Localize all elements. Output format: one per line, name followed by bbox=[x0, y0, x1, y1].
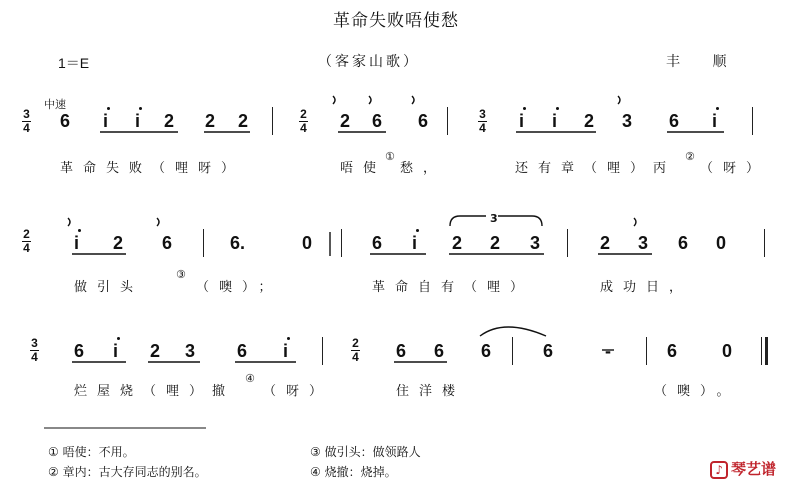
note: i bbox=[519, 111, 525, 131]
time-signature: 2 4 bbox=[23, 227, 30, 255]
tempo-marking: 中速 bbox=[44, 98, 66, 111]
note: i bbox=[412, 233, 418, 253]
note: 0 bbox=[302, 233, 313, 253]
note: 2 bbox=[238, 111, 249, 131]
note: i bbox=[135, 111, 141, 131]
lyric-line: 革命失败（哩呀） bbox=[60, 161, 245, 176]
lyric-line: 还有章（哩）丙 bbox=[515, 161, 677, 176]
note: i bbox=[74, 233, 80, 253]
note: 6 bbox=[481, 341, 492, 361]
note: - bbox=[605, 341, 611, 361]
lyric-line: 烂屋烧（哩）撤 bbox=[74, 384, 236, 399]
note: 6 bbox=[372, 111, 383, 131]
note: 3 bbox=[530, 233, 541, 253]
note: 6 bbox=[669, 111, 680, 131]
footnote-marker: ④ bbox=[245, 372, 255, 385]
footnote-3: ③ 做引头：做领路人 bbox=[310, 445, 421, 459]
note: 6 bbox=[667, 341, 678, 361]
note: i bbox=[113, 341, 119, 361]
note: 6 bbox=[418, 111, 429, 131]
lyric-line: （呀） bbox=[263, 384, 333, 399]
note: 2 bbox=[113, 233, 124, 253]
footnote-4: ④ 烧撤：烧掉。 bbox=[310, 465, 397, 479]
note: i bbox=[283, 341, 289, 361]
triplet-marker: 3 bbox=[490, 212, 498, 225]
note: 0 bbox=[722, 341, 733, 361]
lyric-line: （呀） bbox=[700, 161, 770, 176]
lyric-line: 成功日， bbox=[600, 280, 693, 295]
lyric-line: （噢）； bbox=[196, 280, 282, 295]
note: 6 bbox=[162, 233, 173, 253]
lyric-line: （噢）。 bbox=[654, 384, 740, 399]
time-signature: 2 4 bbox=[300, 107, 307, 135]
note: 6 bbox=[434, 341, 445, 361]
note: 6 bbox=[74, 341, 85, 361]
time-signature: 3 4 bbox=[23, 107, 30, 135]
watermark-logo: ♪ 琴艺谱 bbox=[710, 458, 776, 479]
note: 2 bbox=[150, 341, 161, 361]
lyric-line: 愁， bbox=[400, 161, 447, 176]
note: 6 bbox=[60, 111, 71, 131]
lyric-line: 住洋楼 bbox=[396, 384, 466, 399]
note: 3 bbox=[185, 341, 196, 361]
lyric-line: 做引头 bbox=[74, 280, 144, 295]
note: i bbox=[712, 111, 718, 131]
note: i bbox=[103, 111, 109, 131]
genre-label: （客家山歌） bbox=[318, 54, 420, 70]
time-signature: 2 4 bbox=[352, 336, 359, 364]
time-signature: 3 4 bbox=[31, 336, 38, 364]
note: 6 bbox=[543, 341, 554, 361]
footnote-marker: ③ bbox=[176, 268, 186, 281]
time-signature: 3 4 bbox=[479, 107, 486, 135]
note: 6 bbox=[396, 341, 407, 361]
note: i bbox=[552, 111, 558, 131]
note: 2 bbox=[490, 233, 501, 253]
footnote-marker: ② bbox=[685, 150, 695, 163]
note: 3 bbox=[622, 111, 633, 131]
footnote-marker: ① bbox=[385, 150, 395, 163]
note: 2 bbox=[600, 233, 611, 253]
note: 2 bbox=[340, 111, 351, 131]
lyric-line: 革命自有（哩） bbox=[372, 280, 534, 295]
note: 6 bbox=[372, 233, 383, 253]
note: 6 bbox=[678, 233, 689, 253]
note: 2 bbox=[452, 233, 463, 253]
note: 2 bbox=[205, 111, 216, 131]
note: 2 bbox=[164, 111, 175, 131]
note: 3 bbox=[638, 233, 649, 253]
note: 2 bbox=[584, 111, 595, 131]
song-title: 革命失败唔使愁 bbox=[333, 11, 459, 31]
note: 6 bbox=[237, 341, 248, 361]
key-signature: 1＝E bbox=[58, 55, 90, 71]
note: 0 bbox=[716, 233, 727, 253]
lyric-line: 唔使 bbox=[340, 161, 387, 176]
note: 6. bbox=[230, 233, 246, 253]
author-label: 丰 顺 bbox=[666, 54, 741, 70]
footnote-2: ② 章内：古大存同志的别名。 bbox=[48, 465, 207, 479]
footnote-1: ① 唔使：不用。 bbox=[48, 445, 135, 459]
